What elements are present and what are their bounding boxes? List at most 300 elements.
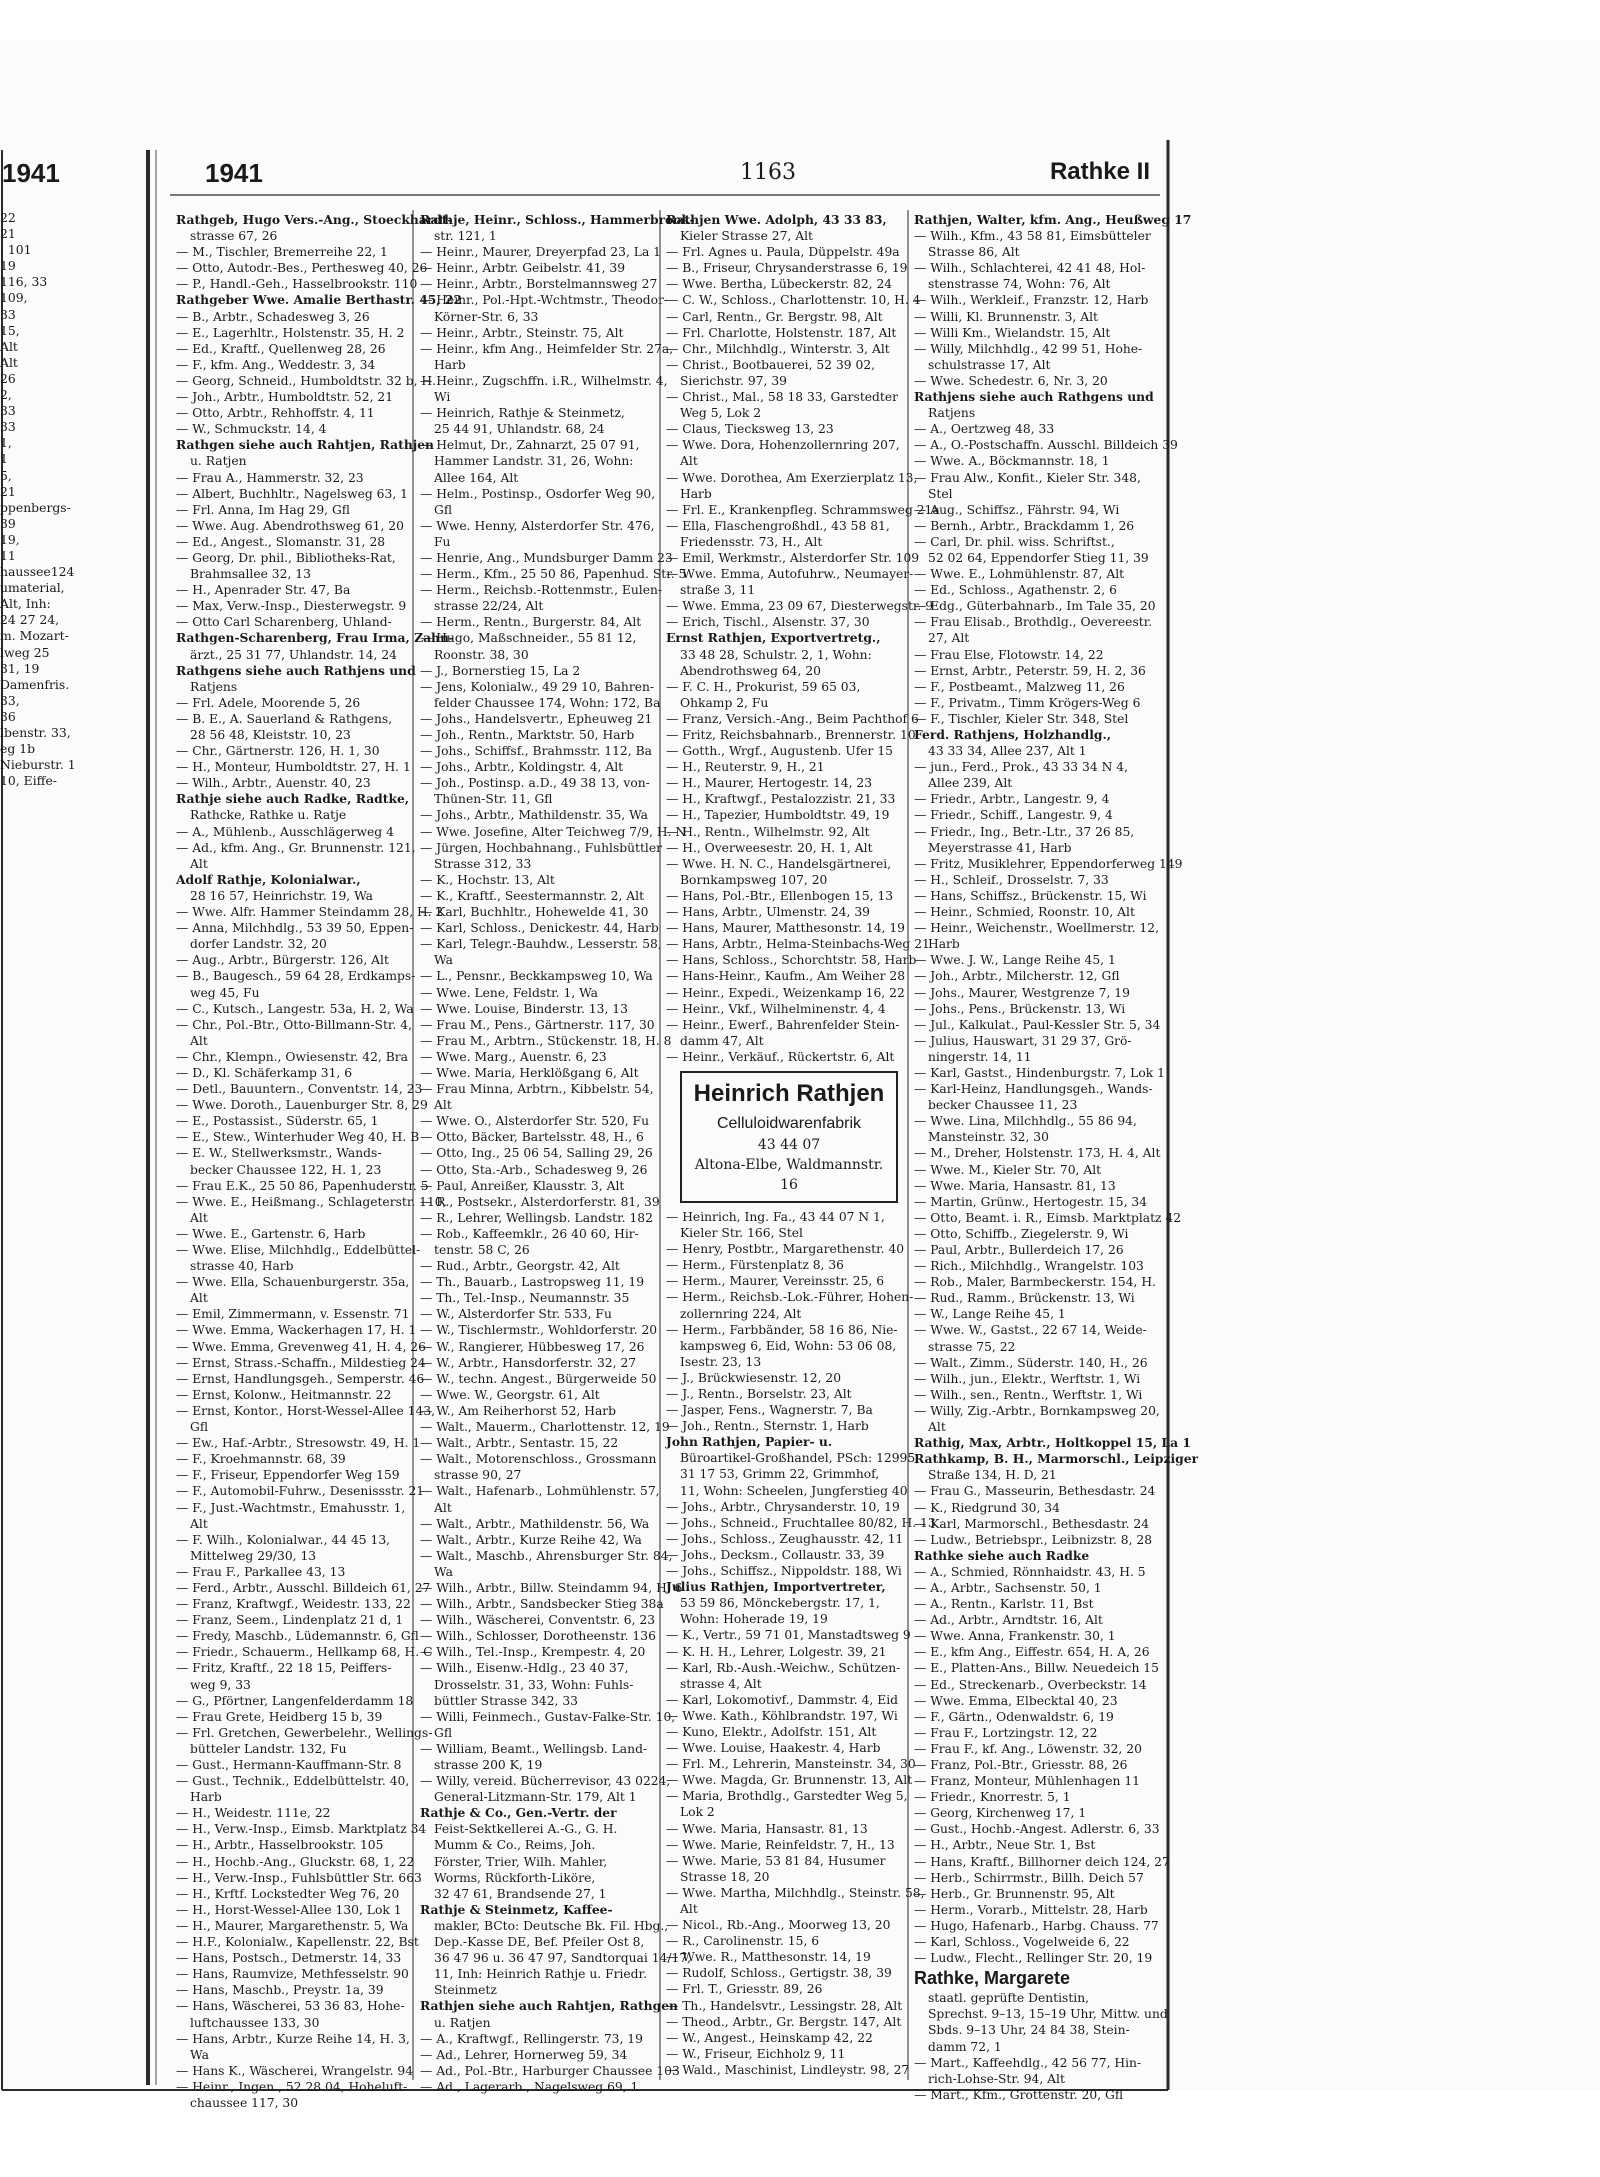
directory-entry: Brahmsallee 32, 13 [190, 567, 311, 582]
directory-entry: kampsweg 6, Eid, Wohn: 53 06 08, [680, 1338, 897, 1353]
directory-entry: — Fritz, Musiklehrer, Eppendorferweg 149 [914, 856, 1183, 871]
directory-entry: — R., Carolinenstr. 15, 6 [666, 1934, 820, 1949]
directory-entry: Alt [928, 1420, 946, 1435]
directory-entry: — H., Verw.-Insp., Fuhlsbüttler Str. 663 [176, 1870, 422, 1885]
directory-entry: — Walt., Zimm., Süderstr. 140, H., 26 [914, 1355, 1148, 1370]
directory-entry: Rathjens siehe auch Rathgens und [914, 389, 1154, 405]
column-4 [914, 212, 1199, 2102]
directory-entry: — Ernst, Kolonw., Heitmannstr. 22 [176, 1387, 392, 1402]
directory-entry: 53 59 86, Mönckebergstr. 17, 1, [680, 1596, 880, 1611]
directory-entry: Lok 2 [680, 1805, 715, 1820]
directory-entry: — Heinr., Schmied, Roonstr. 10, Alt [914, 905, 1135, 920]
directory-entry: — Helm., Postinsp., Osdorfer Weg 90, [420, 486, 656, 501]
directory-entry: — Rob., Maler, Barmbeckerstr. 154, H. [914, 1275, 1157, 1290]
edge-line: 33 [0, 306, 16, 322]
directory-entry: — Hans, Raumvize, Methfesselstr. 90 [176, 1967, 409, 1982]
directory-entry: — Wwe. Louise, Haakestr. 4, Harb [666, 1741, 881, 1756]
directory-entry: — Aug., Arbtr., Bürgerstr. 126, Alt [176, 953, 389, 968]
directory-entry: Wi [434, 390, 451, 405]
directory-entry: strasse 75, 22 [928, 1339, 1016, 1354]
directory-entry: chaussee 117, 30 [190, 2095, 299, 2110]
directory-entry: — Aug., Schiffsz., Fährstr. 94, Wi [914, 502, 1120, 517]
running-head: Rathke II [1049, 158, 1150, 185]
edge-line: lweg 25 [0, 644, 50, 660]
directory-entry: — Wwe. H. N. C., Handelsgärtnerei, [666, 856, 892, 871]
directory-entry: — Wilh., Arbtr., Sandsbecker Stieg 38a [420, 1597, 664, 1612]
directory-entry: — H., Maurer, Margarethenstr. 5, Wa [176, 1918, 409, 1933]
directory-entry: — D., Kl. Schäferkamp 31, 6 [176, 1065, 353, 1080]
directory-entry: — Frau F., Parkallee 43, 13 [176, 1564, 346, 1579]
directory-entry: — A., Rentn., Karlstr. 11, Bst [914, 1597, 1094, 1612]
edge-line: 5, [0, 467, 12, 483]
directory-entry: — Johs., Schiffsz., Nippoldstr. 188, Wi [666, 1564, 902, 1579]
directory-entry: Steinmetz [434, 1983, 497, 1998]
directory-entry: strasse 40, Harb [190, 1259, 294, 1274]
directory-entry: Roonstr. 38, 30 [434, 647, 529, 662]
directory-entry: — Ernst, Strass.-Schaffn., Mildestieg 24 [176, 1355, 426, 1370]
directory-entry: — Otto, Autodr.-Bes., Perthesweg 40, 26 [176, 261, 428, 276]
directory-entry: Ratjens [190, 679, 238, 694]
directory-entry: — Karl, Rb.-Aush.-Weichw., Schützen- [666, 1660, 901, 1675]
directory-entry: — Walt., Arbtr., Mathildenstr. 56, Wa [420, 1516, 650, 1531]
directory-entry: — Herb., Schirrmstr., Billh. Deich 57 [914, 1870, 1144, 1885]
directory-entry: — Heinr., Ingen., 52 28 04, Hoheluft- [176, 2079, 408, 2094]
directory-entry: — Hugo, Maßschneider., 55 81 12, [420, 631, 637, 646]
directory-entry: Rathig, Max, Arbtr., Holtkoppel 15, La 1 [914, 1435, 1191, 1451]
directory-entry: — Wwe. Doroth., Lauenburger Str. 8, 29 [176, 1098, 428, 1113]
directory-entry: Büroartikel-Großhandel, PSch: 12995, [680, 1451, 920, 1466]
directory-entry: — Wwe. E., Lohmühlenstr. 87, Alt [914, 567, 1125, 582]
directory-entry: Strasse 312, 33 [434, 856, 532, 871]
directory-entry: — Ew., Haf.-Arbtr., Stresowstr. 49, H. 1 [176, 1436, 421, 1451]
directory-entry: rich-Lohse-Str. 94, Alt [928, 2071, 1065, 2086]
directory-entry: Allee 164, Alt [434, 470, 519, 485]
directory-entry: — Franz, Pol.-Btr., Griesstr. 88, 26 [914, 1758, 1128, 1772]
directory-entry: Wa [434, 953, 453, 968]
directory-entry: makler, BCto: Deutsche Bk. Fil. Hbg., [434, 1918, 669, 1933]
directory-entry: — Heinr., Expedi., Weizenkamp 16, 22 [666, 985, 905, 1000]
directory-entry: — M., Tischler, Bremerreihe 22, 1 [176, 245, 388, 260]
directory-entry: becker Chaussee 122, H. 1, 23 [190, 1162, 382, 1177]
directory-entry: — E., Postassist., Süderstr. 65, 1 [176, 1114, 379, 1129]
directory-entry: — Heinr., Weichenstr., Woellmerstr. 12, [914, 921, 1159, 936]
directory-entry: — Ad., Lehrer, Hornerweg 59, 34 [420, 2047, 628, 2062]
directory-entry: — Frau F., Lortzingstr. 12, 22 [914, 1725, 1098, 1740]
directory-entry: — Frl. Anna, Im Hag 29, Gfl [176, 502, 350, 517]
directory-entry: — H., Verw.-Insp., Eimsb. Marktplatz 34 [176, 1822, 427, 1837]
directory-entry: — F. C. H., Prokurist, 59 65 03, [666, 679, 861, 694]
directory-entry: Rathke siehe auch Radke [914, 1547, 1090, 1563]
directory-entry: — Heinr., Arbtr., Borstelmannsweg 27 [420, 277, 658, 292]
directory-entry: — Erich, Tischl., Alsenstr. 37, 30 [666, 615, 870, 630]
directory-entry: — W., Alsterdorfer Str. 533, Fu [420, 1307, 612, 1322]
directory-entry: — E. W., Stellwerksmstr., Wands- [176, 1146, 382, 1161]
directory-entry: — J., Bornerstieg 15, La 2 [420, 663, 581, 678]
edge-line: 31, 19 [0, 660, 40, 676]
directory-entry: — Herm., Vorarb., Mittelstr. 28, Harb [914, 1902, 1148, 1917]
directory-entry: — Johs., Arbtr., Mathildenstr. 35, Wa [420, 808, 649, 823]
directory-entry: ningerstr. 14, 11 [928, 1049, 1032, 1064]
directory-entry: — Ed., Schloss., Agathenstr. 2, 6 [914, 583, 1117, 598]
directory-entry: 27, Alt [928, 631, 970, 646]
directory-entry: — Johs., Schneid., Fruchtallee 80/82, H. 13 [666, 1515, 936, 1530]
directory-entry: — H., Monteur, Humboldtstr. 27, H. 1 [176, 760, 411, 775]
directory-entry: Harb [434, 357, 466, 372]
directory-entry: — Walt., Arbtr., Sentastr. 15, 22 [420, 1436, 619, 1451]
directory-entry: — Fritz, Kraftf., 22 18 15, Peiffers- [176, 1661, 392, 1676]
directory-entry: — H., Hochb.-Ang., Gluckstr. 68, 1, 22 [176, 1854, 415, 1869]
directory-entry: — Wwe. E., Gartenstr. 6, Harb [176, 1226, 366, 1241]
directory-entry: — Wwe. Maria, Hansastr. 81, 13 [666, 1821, 868, 1836]
directory-entry: — A., Mühlenb., Ausschlägerweg 4 [176, 824, 394, 839]
directory-entry: John Rathjen, Papier- u. [666, 1434, 833, 1450]
directory-entry: strasse 200 K, 19 [434, 1758, 543, 1772]
edge-line: 1 [0, 451, 8, 467]
directory-entry: — Gotth., Wrgf., Augustenb. Ufer 15 [666, 744, 893, 759]
directory-entry: — Frau Grete, Heidberg 15 b, 39 [176, 1709, 383, 1724]
directory-entry: — Wwe. Aug. Abendrothsweg 61, 20 [176, 518, 404, 533]
edge-line: umaterial, [0, 580, 65, 596]
directory-entry: zollernring 224, Alt [680, 1306, 802, 1321]
directory-entry: — Hans, Arbtr., Ulmenstr. 24, 39 [666, 905, 870, 920]
directory-entry: — Willy, Milchhdlg., 42 99 51, Hohe- [914, 341, 1143, 356]
directory-entry: — Emil, Werkmstr., Alsterdorfer Str. 109 [666, 550, 920, 565]
directory-entry: — Henrie, Ang., Mundsburger Damm 23 [420, 550, 673, 565]
directory-entry: — Ernst, Arbtr., Peterstr. 59, H. 2, 36 [914, 663, 1146, 678]
directory-entry: felder Chaussee 174, Wohn: 172, Ba [434, 695, 661, 710]
directory-entry: General-Litzmann-Str. 179, Alt 1 [434, 1790, 637, 1805]
directory-entry: — Joh., Rentn., Sternstr. 1, Harb [666, 1419, 869, 1434]
directory-entry: — Fredy, Maschb., Lüdemannstr. 6, Gfl [176, 1629, 419, 1644]
directory-entry: Fu [434, 534, 451, 549]
directory-entry: — Franz, Versich.-Ang., Beim Pachthof 6 [666, 711, 919, 726]
directory-entry: Körner-Str. 6, 33 [434, 309, 539, 324]
directory-entry: — Nicol., Rb.-Ang., Moorweg 13, 20 [666, 1918, 891, 1933]
directory-entry: — Fritz, Reichsbahnarb., Brennerstr. 10 [666, 728, 916, 742]
directory-entry: — Wwe. Emma, Autofuhrw., Neumayer- [666, 567, 914, 582]
directory-entry: — Joh., Arbtr., Milcherstr. 12, Gfl [914, 969, 1120, 984]
directory-entry: — Heinrich, Ing. Fa., 43 44 07 N 1, [666, 1209, 885, 1224]
directory-entry: — H., Rentn., Wilhelmstr. 92, Alt [666, 824, 870, 839]
directory-entry: 32 47 61, Brandsende 27, 1 [434, 1886, 607, 1901]
directory-entry: — A., Oertzweg 48, 33 [914, 422, 1055, 437]
directory-entry: — Herm., Fürstenplatz 8, 36 [666, 1258, 845, 1273]
directory-entry: — Ad., kfm. Ang., Gr. Brunnenstr. 121, [176, 840, 416, 855]
directory-entry: Rathkamp, B. H., Marmorschl., Leipziger [914, 1451, 1199, 1467]
directory-entry: 36 47 96 u. 36 47 97, Sandtorquai 14/17, [434, 1951, 692, 1966]
directory-entry: — Wwe. Josefine, Alter Teichweg 7/9, H. N [420, 824, 687, 839]
directory-entry: — Wwe. Martha, Milchhdlg., Steinstr. 58, [666, 1885, 925, 1900]
directory-entry: Alt [190, 1033, 208, 1048]
directory-entry: — Franz, Seem., Lindenplatz 21 d, 1 [176, 1613, 404, 1628]
directory-entry: — Wwe. Emma, Wackerhagen 17, H. 1 [176, 1323, 417, 1338]
directory-entry: — W., Angest., Heinskamp 42, 22 [666, 2030, 873, 2045]
directory-entry: — Frau F., kf. Ang., Löwenstr. 32, 20 [914, 1741, 1142, 1756]
directory-entry: — Heinr., kfm Ang., Heimfelder Str. 27a, [420, 341, 674, 356]
directory-entry: — Heinr., Vkf., Wilhelminenstr. 4, 4 [666, 1001, 886, 1016]
directory-entry: u. Ratjen [434, 2015, 491, 2030]
directory-entry: — Herm., Reichsb.-Rottenmstr., Eulen- [420, 583, 663, 598]
directory-entry: — Wwe. J. W., Lange Reihe 45, 1 [914, 953, 1116, 968]
directory-entry: — Ludw., Betriebspr., Leibnizstr. 8, 28 [914, 1532, 1153, 1547]
directory-entry: Rathgeb, Hugo Vers.-Ang., Stoeckhardt- [176, 212, 453, 227]
directory-entry: — Walt., Arbtr., Kurze Reihe 42, Wa [420, 1532, 642, 1547]
directory-entry: — Anna, Milchhdlg., 53 39 50, Eppen- [176, 921, 414, 936]
directory-entry: — Friedr., Schiff., Langestr. 9, 4 [914, 808, 1113, 823]
directory-entry: — Herm., Kfm., 25 50 86, Papenhud. Str. 5 [420, 567, 687, 582]
directory-entry: — Hans, Schiffsz., Brückenstr. 15, Wi [914, 888, 1147, 903]
directory-entry: — Hugo, Hafenarb., Harbg. Chauss. 77 [914, 1918, 1159, 1933]
directory-entry: — Wilh., Kfm., 43 58 81, Eimsbütteler [914, 229, 1151, 244]
directory-entry: — Wilh., Wäscherei, Conventstr. 6, 23 [420, 1613, 656, 1628]
directory-entry: — Frau E.K., 25 50 86, Papenhuderstr. 5 [176, 1178, 429, 1193]
directory-entry: — Wilh., Arbtr., Auenstr. 40, 23 [176, 776, 371, 791]
directory-entry: — Karl-Heinz, Handlungsgeh., Wands- [914, 1082, 1153, 1097]
directory-entry: 25 44 91, Uhlandstr. 68, 24 [434, 422, 605, 437]
directory-page [170, 150, 1199, 2110]
column-1 [176, 212, 463, 2110]
directory-entry: — Wwe. Kath., Köhlbrandstr. 197, Wi [666, 1708, 898, 1723]
directory-entry: — L., Pensnr., Beckkampsweg 10, Wa [420, 969, 653, 984]
edge-line: 36 [0, 708, 16, 724]
directory-entry: Alt [434, 1500, 452, 1515]
directory-entry: — J., Rentn., Borselstr. 23, Alt [666, 1387, 852, 1401]
directory-entry: — F., Gärtn., Odenwaldstr. 6, 19 [914, 1709, 1114, 1724]
directory-entry: — F., Kroehmannstr. 68, 39 [176, 1452, 346, 1467]
directory-entry: — Joh., Postinsp. a.D., 49 38 13, von- [420, 776, 650, 791]
directory-entry: — Joh., Arbtr., Humboldtstr. 52, 21 [176, 390, 394, 405]
directory-entry: Sierichstr. 97, 39 [680, 373, 787, 388]
directory-entry: Gfl [434, 502, 453, 517]
directory-entry: Alt [190, 1210, 208, 1225]
directory-entry: — B. E., A. Sauerland & Rathgens, [176, 711, 393, 726]
directory-entry: büttler Strasse 342, 33 [434, 1693, 578, 1708]
directory-entry: — Heinr., Maurer, Dreyerpfad 23, La 1 [420, 245, 662, 260]
ad-address: Altona-Elbe, Waldmannstr. 16 [694, 1156, 884, 1193]
directory-entry: — Rob., Kaffeemklr., 26 40 60, Hir- [420, 1226, 639, 1241]
directory-entry: — Herb., Gr. Brunnenstr. 95, Alt [914, 1886, 1115, 1901]
directory-entry: — Wwe. Dorothea, Am Exerzierplatz 13, [666, 470, 918, 485]
directory-entry: — Wwe. O., Alsterdorfer Str. 520, Fu [420, 1114, 649, 1129]
directory-entry: Allee 239, Alt [928, 776, 1013, 791]
directory-entry: straße 3, 11 [680, 583, 756, 598]
directory-entry: — Wwe. W., Gastst., 22 67 14, Weide- [914, 1323, 1147, 1338]
directory-entry: — Carl, Dr. phil. wiss. Schriftst., [914, 534, 1115, 549]
directory-entry: — Jürgen, Hochbahnang., Fuhlsbüttler [420, 840, 663, 855]
directory-entry: — Frl. M., Lehrerin, Mansteinstr. 34, 30 [666, 1757, 916, 1772]
directory-entry: — Otto, Beamt. i. R., Eimsb. Marktplatz 42 [914, 1210, 1182, 1225]
directory-entry: — Johs., Schloss., Zeughausstr. 42, 11 [666, 1531, 904, 1546]
directory-entry: — H., Overweesestr. 20, H. 1, Alt [666, 840, 873, 855]
directory-entry: — Rich., Milchhdlg., Wrangelstr. 103 [914, 1259, 1144, 1274]
directory-entry: 52 02 64, Eppendorfer Stieg 11, 39 [928, 550, 1149, 565]
directory-entry: — Jul., Kalkulat., Paul-Kessler Str. 5, 34 [914, 1017, 1161, 1032]
directory-entry: — W., Friseur, Eichholz 9, 11 [666, 2046, 846, 2061]
edge-line: Damenfris. [0, 676, 70, 692]
directory-entry: — Friedr., Arbtr., Langestr. 9, 4 [914, 792, 1110, 807]
directory-entry: schulstrasse 17, Alt [928, 357, 1051, 372]
directory-entry: — Detl., Bauuntern., Conventstr. 14, 23 [176, 1082, 423, 1097]
directory-entry: — H., Weidestr. 111e, 22 [176, 1806, 331, 1821]
directory-entry: — H., Reuterstr. 9, H., 21 [666, 760, 825, 775]
directory-entry: — A., Kraftwgf., Rellingerstr. 73, 19 [420, 2031, 643, 2046]
directory-entry: — J., Brückwiesenstr. 12, 20 [666, 1370, 842, 1385]
directory-entry: Ratjens [928, 406, 976, 421]
directory-entry: — Frl. Gretchen, Gewerbelehr., Wellings- [176, 1725, 433, 1740]
directory-entry: — F., Privatm., Timm Krögers-Weg 6 [914, 695, 1141, 710]
directory-entry: — F., Just.-Wachtmstr., Emahusstr. 1, [176, 1500, 406, 1515]
edge-line: 1, [0, 435, 12, 451]
directory-entry: — B., Baugesch., 59 64 28, Erdkamps- [176, 969, 416, 984]
directory-entry: — P., Handl.-Geh., Hasselbrookstr. 110 [176, 277, 418, 292]
directory-entry: — H., Schleif., Drosselstr. 7, 33 [914, 872, 1109, 887]
directory-entry: — Frau Elisab., Brothdlg., Oevereestr. [914, 615, 1153, 630]
directory-entry: — K., Kraftf., Seestermannstr. 2, Alt [420, 888, 645, 903]
directory-entry: — Johs., Pens., Brückenstr. 13, Wi [914, 1001, 1126, 1016]
directory-entry: — Heinrich, Rathje & Steinmetz, [420, 406, 625, 421]
directory-entry: — Max, Verw.-Insp., Diesterwegstr. 9 [176, 599, 407, 614]
directory-entry: — Wwe. Ella, Schauenburgerstr. 35a, [176, 1275, 410, 1290]
edge-line: 116, 33 [0, 274, 48, 290]
directory-entry: — Otto Carl Scharenberg, Uhland- [176, 615, 392, 630]
directory-entry: — Johs., Arbtr., Koldingstr. 4, Alt [420, 760, 624, 775]
directory-entry: Harb [680, 486, 712, 501]
directory-entry: — H., Kraftwgf., Pestalozzistr. 21, 33 [666, 792, 896, 807]
directory-entry: — Heinr., Zugschffn. i.R., Wilhelmstr. 4, [420, 373, 668, 388]
directory-entry: Rathcke, Rathke u. Ratje [190, 808, 347, 823]
directory-entry: — Frau Alw., Konfit., Kieler Str. 348, [914, 470, 1141, 485]
directory-entry: — Henry, Postbtr., Margarethenstr. 40 [666, 1242, 905, 1257]
directory-entry: — Chr., Pol.-Btr., Otto-Billmann-Str. 4, [176, 1017, 412, 1032]
directory-entry: — K., Vertr., 59 71 01, Manstadtsweg 9 [666, 1628, 911, 1643]
directory-entry: — Wilh., Werkleif., Franzstr. 12, Harb [914, 293, 1149, 308]
directory-entry: — W., Rangierer, Hübbesweg 17, 26 [420, 1339, 645, 1354]
directory-entry: — Heinr., Verkäuf., Rückertstr. 6, Alt [666, 1049, 895, 1064]
directory-entry: — Ernst, Kontor., Horst-Wessel-Allee 143, [176, 1403, 436, 1418]
directory-entry: — E., Platten-Ans., Billw. Neuedeich 15 [914, 1661, 1159, 1676]
directory-entry: Rathgen siehe auch Rahtjen, Rathjen [176, 437, 434, 453]
directory-entry: — K., Riedgrund 30, 34 [914, 1500, 1060, 1515]
edge-line: 24 27 24, [0, 612, 60, 628]
directory-entry: — Heinr., Arbtr. Geibelstr. 41, 39 [420, 261, 626, 276]
header-year: 1941 [205, 158, 263, 188]
directory-entry: — Karl, Schloss., Vogelweide 6, 22 [914, 1935, 1130, 1950]
directory-entry: — E., Lagerhltr., Holstenstr. 35, H. 2 [176, 325, 405, 340]
directory-entry: — William, Beamt., Wellingsb. Land- [420, 1741, 648, 1756]
directory-entry: Weg 5, Lok 2 [680, 406, 762, 421]
directory-entry: — Paul, Arbtr., Bullerdeich 17, 26 [914, 1243, 1124, 1257]
directory-entry: becker Chaussee 11, 23 [928, 1098, 1078, 1113]
directory-entry: — F., Tischler, Kieler Str. 348, Stel [914, 711, 1129, 726]
directory-entry: str. 121, 1 [434, 229, 497, 244]
column-2 [420, 212, 695, 2094]
edge-line: 21 [0, 226, 16, 242]
directory-entry: — Hans, Schloss., Schorchtstr. 58, Harb [666, 953, 917, 968]
edge-line: eg 1b [0, 741, 36, 757]
directory-entry: — Gust., Hermann-Kauffmann-Str. 8 [176, 1758, 402, 1772]
directory-entry: Alt [680, 454, 698, 469]
directory-entry: Wohn: Hoherade 19, 19 [680, 1612, 828, 1627]
directory-entry: — G., Pförtner, Langenfelderdamm 18 [176, 1693, 414, 1708]
directory-entry: luftchaussee 133, 30 [190, 2015, 320, 2030]
directory-entry: — H., Arbtr., Hasselbrookstr. 105 [176, 1838, 384, 1853]
directory-entry: Kieler Str. 166, Stel [680, 1226, 803, 1241]
directory-entry: — Ed., Kraftf., Quellenweg 28, 26 [176, 341, 386, 356]
directory-entry: 28 16 57, Heinrichstr. 19, Wa [190, 888, 374, 903]
directory-entry: — E., Stew., Winterhuder Weg 40, H. B [176, 1130, 420, 1145]
directory-entry: Dep.-Kasse DE, Bef. Pfeiler Ost 8, [434, 1935, 645, 1950]
edge-line: lbenstr. 33, [0, 725, 71, 740]
directory-entry: — Wwe. Marie, Reinfeldstr. 7, H., 13 [666, 1837, 895, 1852]
directory-entry: Strasse 86, Alt [928, 245, 1020, 260]
edge-line: . 101 [0, 242, 32, 258]
column-3 [666, 212, 940, 2082]
directory-entry: Rathje, Heinr., Schloss., Hammerbrook- [420, 212, 695, 227]
directory-entry: — Wwe. Lene, Feldstr. 1, Wa [420, 985, 599, 1000]
directory-entry: — Karl, Marmorschl., Bethesdastr. 24 [914, 1516, 1150, 1531]
directory-entry: — Hans, Pol.-Btr., Ellenbogen 15, 13 [666, 888, 894, 903]
directory-entry: — Mart., Kaffeehdlg., 42 56 77, Hin- [914, 2055, 1142, 2070]
directory-entry: — Frau G., Masseurin, Bethesdastr. 24 [914, 1484, 1156, 1499]
directory-entry: — Hans, Maurer, Matthesonstr. 14, 19 [666, 921, 905, 936]
edge-line: 15, [0, 322, 20, 338]
directory-entry: ärzt., 25 31 77, Uhlandstr. 14, 24 [190, 647, 397, 662]
directory-entry: — Frl. E., Krankenpfleg. Schrammsweg 21a [666, 502, 940, 517]
directory-entry: — Wwe. Anna, Frankenstr. 30, 1 [914, 1629, 1116, 1644]
directory-entry: — Wilh., Schlosser, Dorotheenstr. 136 [420, 1629, 656, 1644]
directory-entry: — K., Hochstr. 13, Alt [420, 872, 555, 887]
directory-entry: — Wwe. Dora, Hohenzollernring 207, [666, 438, 900, 453]
directory-entry: — Ed., Angest., Slomanstr. 31, 28 [176, 534, 386, 549]
directory-entry: — Chr., Milchhdlg., Winterstr. 3, Alt [666, 341, 890, 356]
directory-entry: — E., kfm Ang., Eiffestr. 654, H. A, 26 [914, 1645, 1150, 1660]
directory-entry: — Georg, Dr. phil., Bibliotheks-Rat, [176, 550, 396, 565]
directory-entry: — Karl, Telegr.-Bauhdw., Lesserstr. 58, [420, 937, 662, 952]
directory-entry: — B., Friseur, Chrysanderstrasse 6, 19 [666, 261, 908, 276]
ad-company-name: Heinrich Rathjen [693, 1079, 885, 1107]
directory-entry: bütteler Landstr. 132, Fu [190, 1741, 347, 1756]
directory-entry: — Wilh., Arbtr., Billw. Steindamm 94, H. 6 [420, 1580, 683, 1595]
directory-entry: Friedensstr. 73, H., Alt [680, 534, 823, 549]
directory-entry: — Claus, Tiecksweg 13, 23 [666, 422, 834, 437]
directory-entry: — jun., Ferd., Prok., 43 33 34 N 4, [914, 760, 1129, 775]
directory-entry: Alt [190, 856, 208, 871]
edge-line: Alt [0, 354, 18, 370]
directory-entry: Rathjen Wwe. Adolph, 43 33 83, [666, 212, 887, 227]
edge-line: 2, [0, 387, 12, 403]
directory-entry: — Hans, Kraftf., Billhorner deich 124, 27 [914, 1854, 1170, 1869]
directory-entry: — Karl, Buchhltr., Hohewelde 41, 30 [420, 905, 649, 920]
edge-line: 109, [0, 290, 28, 306]
directory-entry: — Wwe. Schedestr. 6, Nr. 3, 20 [914, 373, 1108, 388]
directory-entry: — Albert, Buchhltr., Nagelsweg 63, 1 [176, 486, 408, 501]
directory-entry: Rathgeber Wwe. Amalie Berthastr. 45, 22 [176, 292, 463, 308]
directory-entry: — Wwe. Marie, 53 81 84, Husumer [666, 1853, 886, 1868]
directory-entry: — Theod., Arbtr., Gr. Bergstr. 147, Alt [666, 2014, 902, 2029]
directory-entry: Rathgens siehe auch Rathjens und [176, 662, 416, 678]
directory-entry: — Rudolf, Schloss., Gertigstr. 38, 39 [666, 1966, 892, 1981]
directory-entry: — Bernh., Arbtr., Brackdamm 1, 26 [914, 518, 1135, 533]
directory-entry: weg 45, Fu [190, 985, 260, 1000]
directory-entry: 11, Inh: Heinrich Rathje u. Friedr. [434, 1967, 647, 1982]
directory-entry: Kieler Strasse 27, Alt [680, 229, 813, 244]
directory-entry: Straße 134, H. D, 21 [928, 1468, 1057, 1483]
directory-entry: — A., Arbtr., Sachsenstr. 50, 1 [914, 1580, 1102, 1595]
directory-entry: stenstrasse 74, Wohn: 76, Alt [928, 277, 1111, 292]
directory-entry: damm 72, 1 [928, 2039, 1002, 2054]
directory-entry: — Otto, Arbtr., Rehhoffstr. 4, 11 [176, 406, 375, 421]
directory-entry: — Paul, Anreißer, Klausstr. 3, Alt [420, 1178, 625, 1193]
